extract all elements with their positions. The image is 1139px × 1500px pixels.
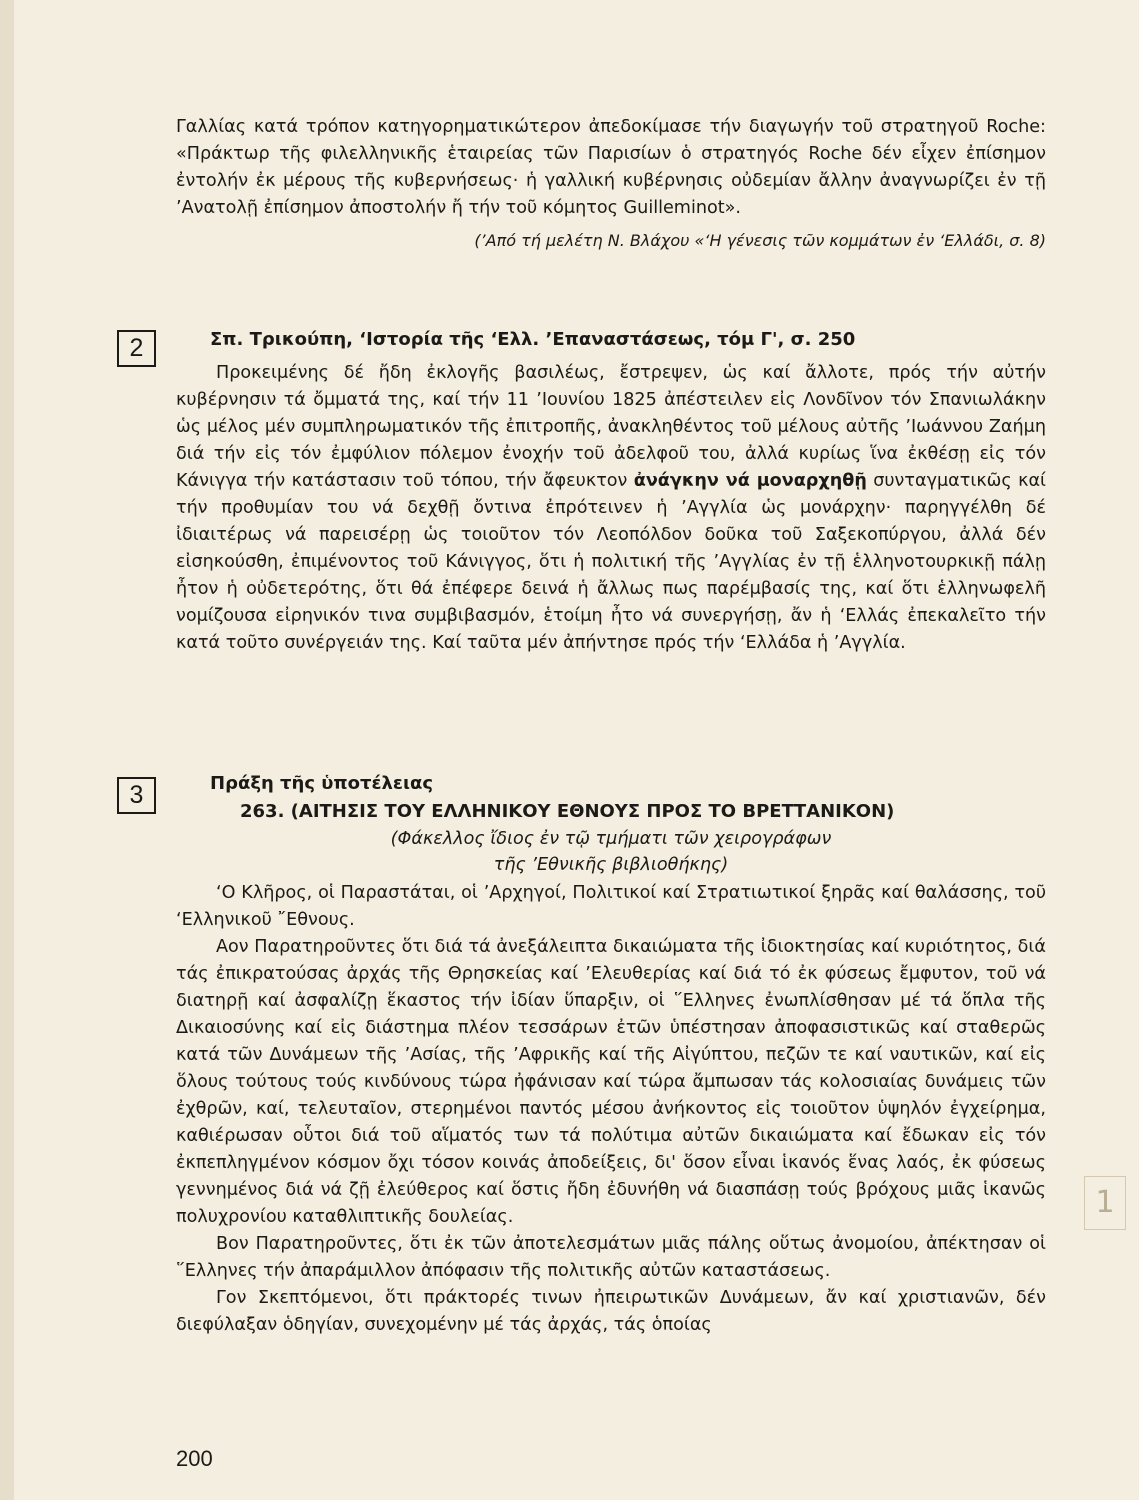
document-title-text: 263. (ΑΙΤΗΣΙΣ ΤΟΥ ΕΛΛΗΝΙΚΟΥ ΕΘΝΟΥΣ ΠΡΟΣ ΤΟ ΒΡΕΤΤΑΝΙΚΟΝ) [240,801,895,822]
page-edge [0,0,14,1500]
section-1 [176,114,1046,254]
archive-source-line-2: τῆς ’Εθνικῆς βιβλιοθήκης) [493,855,729,875]
intro-paragraph: Γαλλίας κατά τρόπον κατηγορηματικώτερον ἀπεδοκίμασε τήν διαγωγήν τοῦ στρατηγοῦ Roche: «Πράκτωρ τῆς φιλελληνικῆς ἑταιρείας τῶν Παρισίων ὁ στρατηγός Roche δέν εἶχεν ἐπίσημον ἐντολήν ἐκ μέρους τῆς κυβερνήσεως· ἡ γαλλική κυβέρνησις οὐδεμίαν ἄλλην ἀναγνωρίζει ἐν τῇ ’Ανατολῇ ἐπίσημον ἀποστολήν ἤ τήν τοῦ κόμητος Guilleminot». [176,117,1046,218]
citation: (’Από τή μελέτη Ν. Βλάχου «‘Η γένεσις τῶν κομμάτων ἐν ‘Ελλάδι, σ. 8) [474,231,1046,250]
section-3 [176,770,1046,1339]
document-title [176,798,1046,826]
section-2-paragraph [176,360,1046,657]
page-number: 200 [176,1446,213,1471]
section-number-3: 3 [117,777,156,814]
para-text-before: Προκειμένης δέ ἤδη ἐκλογῆς βασιλέως, ἔστρεψεν, ὡς καί ἄλλοτε, πρός τήν αὐτήν κυβέρνησιν τά ὄμματά της, καί τήν 11 ’Ιουνίου 1825 ἀπέστειλεν εἰς Λονδῖνον τόν Σπανιωλάκην ὡς μέλος μέν συμπληρωματικόν τῆς ἐπιτροπῆς, ἀνακληθέντος τοῦ μέλους αὐτῆς ’Ιωάννου Ζαήμη διά τήν εἰς τόν ἐμφύλιον πόλεμον ἐνοχήν τοῦ ἀδελφοῦ του, ἀλλά κυρίως ἵνα ἐκθέσῃ εἰς τόν Κάνιγγα τήν κατάστασιν τοῦ τόπου, τήν ἄφευκτον [176,363,1046,491]
section-2-heading: Σπ. Τρικούπη, ‘Ιστορία τῆς ‘Ελλ. ’Επαναστάσεως, τόμ Γ', σ. 250 [210,329,856,350]
para-text-after: συνταγματικῶς καί τήν προθυμίαν του νά δεχθῇ ὄντινα ἐπρότεινεν ἡ ’Αγγλία ὡς μονάρχην· παρηγγέλθη δέ ἰδιαιτέρως νά παρεισέρῃ ὡς τοιοῦτον τόν Λεοπόλδον δοῦκα τοῦ Σαξεκοπύργου, ἀλλά δέν εἰσηκούσθη, ἐπιμένοντος τοῦ Κάνιγγος, ὅτι ἡ πολιτική τῆς ’Αγγλίας ἐν τῇ ἑλληνοτουρκικῇ πάλῃ ἦτον ἡ οὐδετερότης, ὅτι θά ἐπέφερε δεινά ἡ ἄλλως πως παρέμβασίς της, καί ὅτι ἑλληνωφελῆ νομίζουσα εἰρηνικόν τινα συμβιβασμόν, ἑτοίμη ἦτο νά συνεργήσῃ, ἄν ἡ ‘Ελλάς ἐπεκαλεῖτο τήν κατά τοῦτο συνέργειάν της. Καί ταῦτα μέν ἀπήντησε πρός τήν ‘Ελλάδα ἡ ’Αγγλία. [176,471,1046,653]
margin-tab-marker: 1 [1084,1176,1126,1230]
doc-paragraph-1: ‘Ο Κλῆρος, οἱ Παραστάται, οἱ ’Αρχηγοί, Πολιτικοί καί Στρατιωτικοί ξηρᾶς καί θαλάσσης, τοῦ ‘Ελληνικοῦ ῎Εθνους. [176,883,1046,930]
section-number-2: 2 [117,330,156,367]
archive-source-line-1: (Φάκελλος ἴδιος ἐν τῷ τμήματι τῶν χειρογράφων [390,829,832,849]
doc-paragraph-4: Γον Σκεπτόμενοι, ὅτι πράκτορές τινων ἠπειρωτικῶν Δυνάμεων, ἄν καί χριστιανῶν, δέν διεφύλαξαν ὁδηγίαν, συνεχομένην μέ τάς ἀρχάς, τάς ὁποίας [176,1288,1046,1335]
doc-paragraph-2: Αον Παρατηροῦντες ὅτι διά τά ἀνεξάλειπτα δικαιώματα τῆς ἰδιοκτησίας καί κυριότητος, διά τάς ἐπικρατούσας ἀρχάς τῆς Θρησκείας καί ’Ελευθερίας καί διά τό ἐκ φύσεως ἔμφυτον, τοῦ νά διατηρῇ καί ἀσφαλίζῃ ἕκαστος τήν ἰδίαν ὕπαρξιν, οἱ ῞Ελληνες ἐνωπλίσθησαν μέ τά ὅπλα τῆς Δικαιοσύνης καί εἰς διάστημα πλέον τεσσάρων ἐτῶν ὑπέστησαν ἀποφασιστικῶς καί σταθερῶς κατά τῶν Δυνάμεων τῆς ’Ασίας, τῆς ’Αφρικῆς καί τῆς Αἰγύπτου, πεζῶν τε καί ναυτικῶν, καί εἰς ὅλους τούτους τούς κινδύνους τώρα ἠφάνισαν καί τώρα ἄμπωσαν τάς κολοσιαίας δυνάμεις τῶν ἐχθρῶν, καί, τελευταῖον, στερημένοι παντός μέσου ἀνήκοντος εἰς τοιοῦτον ὑψηλόν ἐγχείρημα, καθιέρωσαν οὗτοι διά τοῦ αἵματός των τά πολύτιμα αὐτῶν δικαιώματα καί ἔδωκαν εἰς τόν ἐκπεπληγμένον κόσμον ὄχι τόσον κοινάς ἀποδείξεις, δι' ὅσον εἶναι ἱκανός ἕνας λαός, ἐκ φύσεως γεννημένος διά νά ζῇ ἐλεύθερος καί ὅστις ἤδη ἐδυνήθη νά διασπάσῃ τούς βρόχους μιᾶς ἱκανῶς πολυχρονίου καταθλιπτικῆς δουλείας. [176,937,1046,1227]
doc-paragraph-3: Βον Παρατηροῦντες, ὅτι ἐκ τῶν ἀποτελεσμάτων μιᾶς πάλης οὕτως ἀνομοίου, ἀπέκτησαν οἱ ῞Ελληνες τήν ἀπαράμιλλον ἀπόφασιν τῆς πολιτικῆς αὐτῶν καταστάσεως. [176,1234,1046,1281]
section-3-heading: Πράξη τῆς ὑποτέλειας [210,773,433,794]
emphasis-text: ἀνάγκην νά μοναρχηθῇ [633,471,867,491]
section-2 [176,326,1046,657]
